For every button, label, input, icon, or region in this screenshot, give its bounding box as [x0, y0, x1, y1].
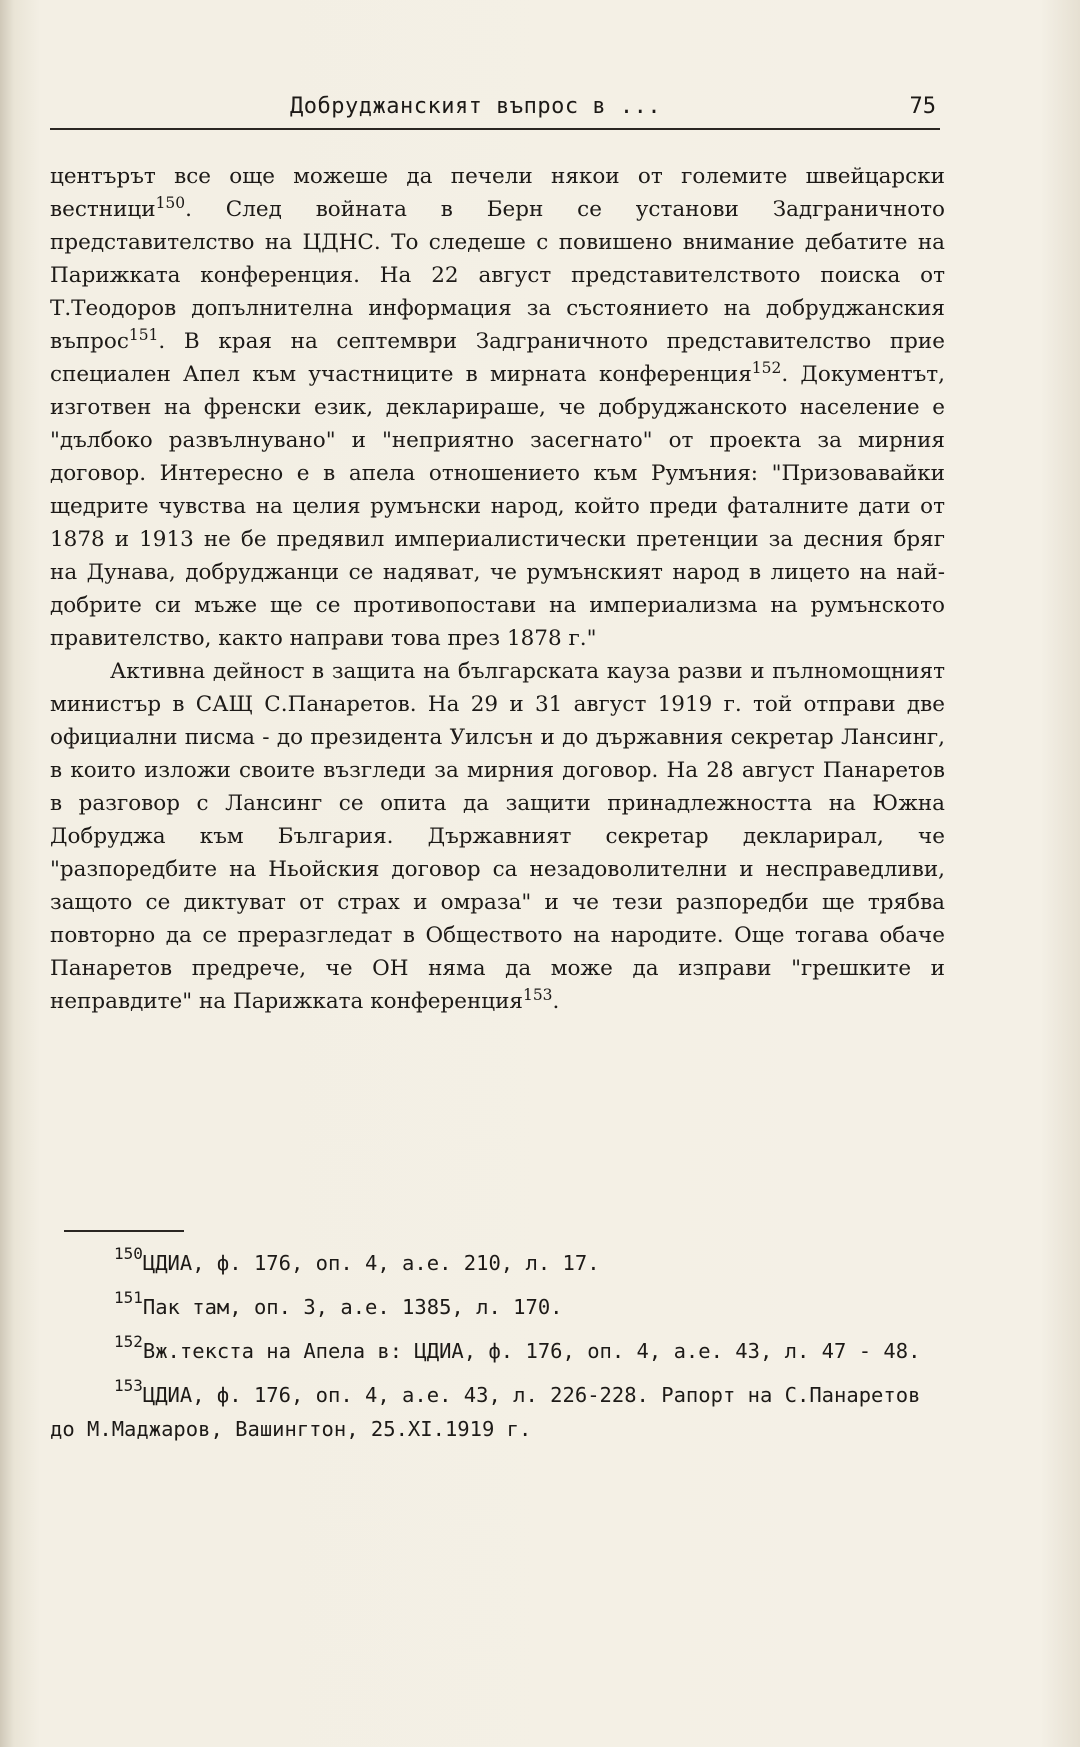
footnote-number: 151	[114, 1287, 143, 1307]
paragraph-2-text-b: .	[552, 989, 560, 1014]
page-number: 75	[909, 94, 936, 119]
footnote-ref-150: 150	[155, 193, 186, 212]
footnote-text: ЦДИА, ф. 176, оп. 4, а.е. 210, л. 17.	[142, 1251, 600, 1275]
paragraph-1-text-a: центърът все още можеше да печели някои от големите швейцарски вестници	[50, 164, 945, 222]
footnote-151	[50, 1287, 945, 1325]
footnote-divider	[64, 1230, 184, 1232]
footnote-number: 150	[114, 1243, 143, 1263]
running-title: Добруджанският въпрос в ...	[290, 94, 662, 119]
body-text	[50, 160, 945, 1018]
footnote-150	[50, 1243, 945, 1281]
footnote-ref-152: 152	[751, 358, 782, 377]
paragraph-1-text-b: . След войната в Берн се установи Задграничното представителство на ЦДНС. То следеше с повишено внимание дебатите на Парижката конференция. На 22 август представителството поиска от Т.Теодоров допълнителна информация за състоянието на добруджанския въпрос	[50, 197, 945, 354]
page-header	[50, 92, 940, 130]
paragraph-1-text-c: . В края на септември Задграничното представителство прие специален Апел към участниците в мирната конференция	[50, 329, 945, 387]
footnote-text: Пак там, оп. 3, а.е. 1385, л. 170.	[142, 1295, 563, 1319]
paragraph-2	[50, 655, 945, 1018]
footnote-text: Вж.текста на Апела в: ЦДИА, ф. 176, оп. 4, а.е. 43, л. 47 - 48.	[142, 1339, 921, 1363]
footnote-number: 152	[114, 1331, 143, 1351]
footnotes	[50, 1243, 945, 1455]
footnote-number: 153	[114, 1375, 143, 1395]
footnote-152	[50, 1331, 945, 1369]
paragraph-1	[50, 160, 945, 655]
footnote-text: ЦДИА, ф. 176, оп. 4, а.е. 43, л. 226-228. Рапорт на С.Панаретов до М.Маджаров, Вашингтон, 25.XI.1919 г.	[50, 1383, 921, 1441]
footnote-ref-153: 153	[523, 985, 553, 1004]
footnote-153	[50, 1375, 945, 1445]
paragraph-2-text-a: Активна дейност в защита на българската кауза разви и пълномощният министър в САЩ С.Панаретов. На 29 и 31 август 1919 г. той отправи две официални писма - до президента Уилсън и до държавния секретар Лансинг, в които изложи своите възгледи за мирния договор. На 28 август Панаретов в разговор с Лансинг се опита да защити принадлежността на Южна Добруджа към България. Държавният секретар декларирал, че "разпоредбите на Ньойския договор са незадоволителни и несправедливи, защото се диктуват от страх и омраза" и че тези разпоредби ще трябва повторно да се преразгледат в Обществото на народите. Още тогава обаче Панаретов предрече, че ОН няма да може да изправи "грешките и неправдите" на Парижката конференция	[50, 659, 945, 1014]
paragraph-1-text-d: . Документът, изготвен на френски език, декларираше, че добруджанското население е "дълбоко развълнувано" и "неприятно засегнато" от проекта за мирния договор. Интересно е в апела отношението към Румъния: "Призовавайки щедрите чувства на целия румънски народ, който преди фаталните дати от 1878 и 1913 не бе предявил империалистически претенции за десния бряг на Дунава, добруджанци се надяват, че румънският народ в лицето на най-добрите си мъже ще се противопостави на империализма на румънското правителство, както направи това през 1878 г."	[50, 362, 945, 651]
footnote-ref-151: 151	[128, 325, 159, 344]
